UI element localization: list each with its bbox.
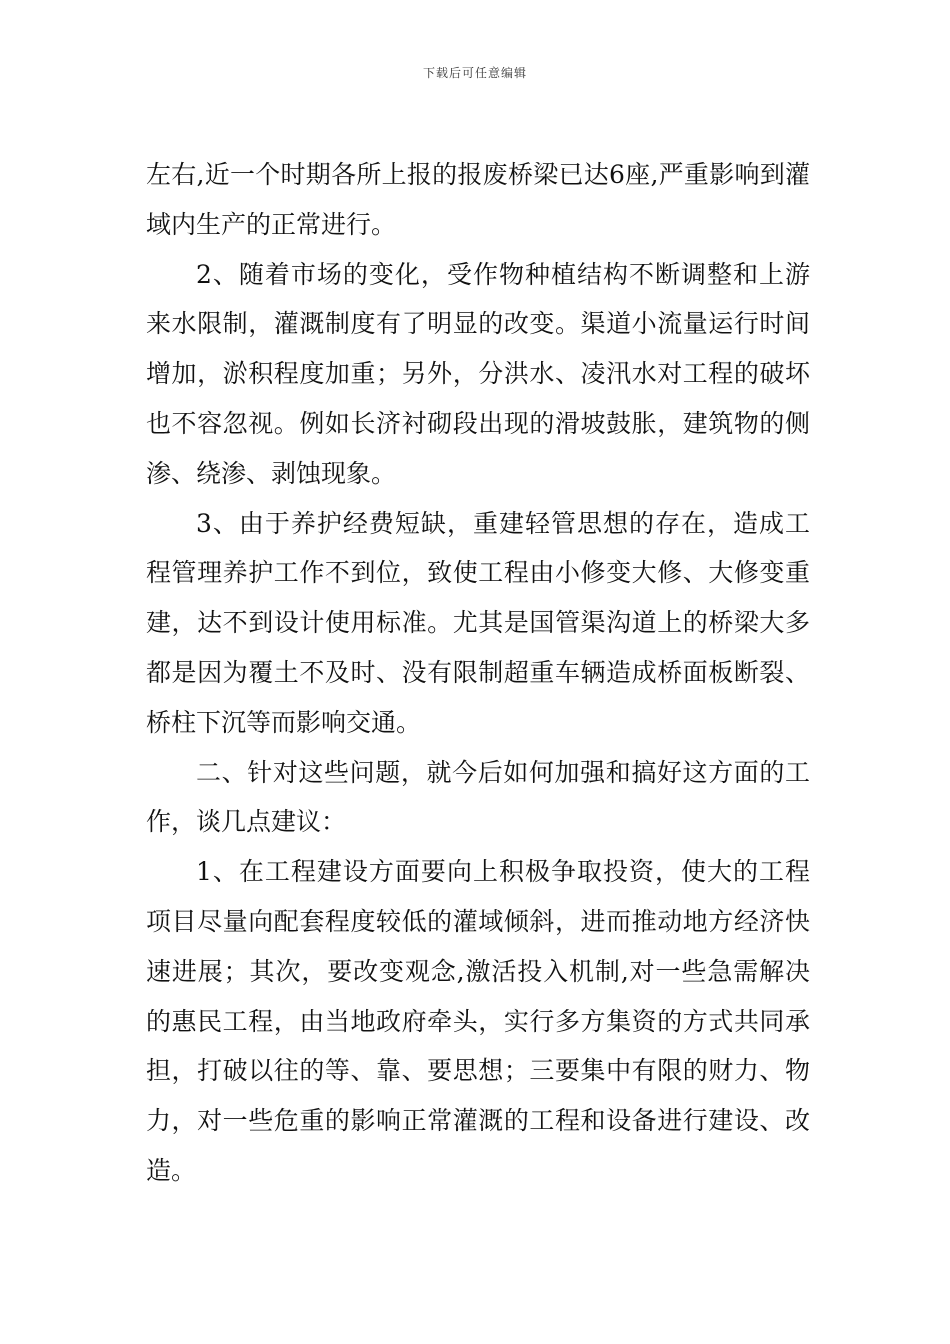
paragraph-suggestion-1: 1、在工程建设方面要向上积极争取投资，使大的工程项目尽量向配套程度较低的灌域倾斜，进而推动地方经济快速进展；其次，要改变观念,激活投入机制,对一些急需解决的惠民工程，由当地政府牵头，实行多方集资的方式共同承担，打破以往的等、靠、要思想；三要集中有限的财力、物力，对一些危重的影响正常灌溉的工程和设备进行建设、改造。 [146,857,810,1185]
paragraph-item-2: 2、随着市场的变化，受作物种植结构不断调整和上游来水限制，灌溉制度有了明显的改变。渠道小流量运行时间增加，淤积程度加重；另外，分洪水、凌汛水对工程的破坏也不容忽视。例如长济衬砌段出现的滑坡鼓胀，建筑物的侧渗、绕渗、剥蚀现象。 [146,259,810,488]
page-header: 下载后可任意编辑 [422,66,527,80]
paragraph-continuation: 左右,近一个时期各所上报的报废桥梁已达6座,严重影响到灌域内生产的正常进行。 [146,160,810,239]
section-heading-suggestions: 二、针对这些问题，就今后如何加强和搞好这方面的工作，谈几点建议： [146,757,810,837]
paragraph-item-3: 3、由于养护经费短缺，重建轻管思想的存在，造成工程管理养护工作不到位，致使工程由小修变大修、大修变重建，达不到设计使用标准。尤其是国管渠沟道上的桥梁大多都是因为覆土不及时、没有限制超重车辆造成桥面板断裂、桥柱下沉等而影响交通。 [146,508,810,737]
document-body [146,150,810,1196]
